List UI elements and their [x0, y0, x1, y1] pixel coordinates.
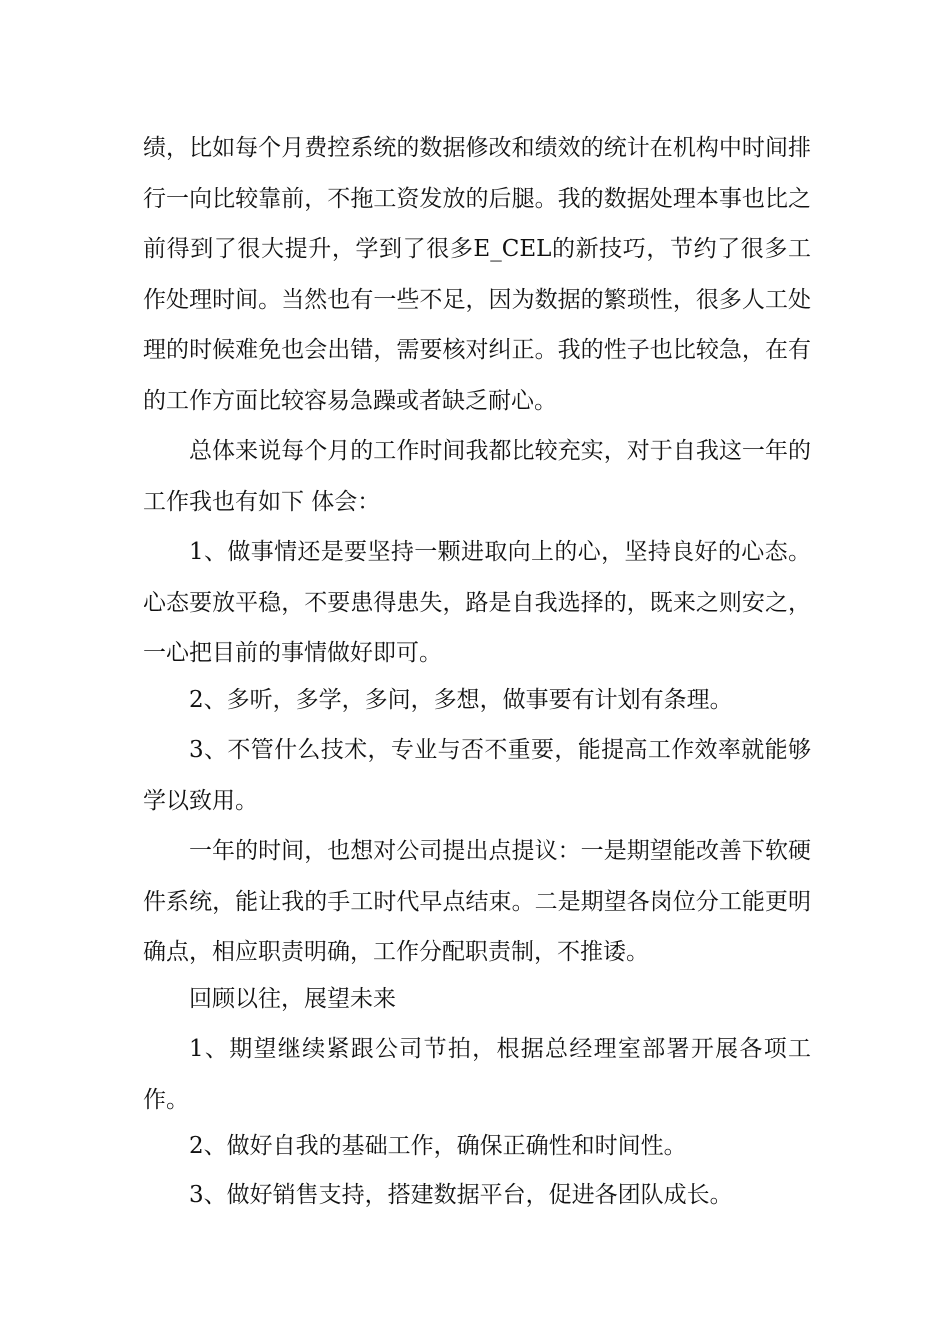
paragraph-point-3: 3、不管什么技术，专业与否不重要，能提高工作效率就能够学以致用。	[143, 737, 811, 814]
paragraph-suggestion: 一年的时间，也想对公司提出点提议：一是期望能改善下软硬件系统，能让我的手工时代早点结束。二是期望各岗位分工能更明确点，相应职责明确，工作分配职责制，不推诿。	[143, 838, 811, 965]
paragraph-continuation: 绩，比如每个月费控系统的数据修改和绩效的统计在机构中时间排行一向比较靠前，不拖工资发放的后腿。我的数据处理本事也比之前得到了很大提升，学到了很多E_CEL的新技巧，节约了很多工作处理时间。当然也有一些不足，因为数据的繁琐性，很多人工处理的时候难免也会出错，需要核对纠正。我的性子也比较急，在有的工作方面比较容易急躁或者缺乏耐心。	[143, 135, 811, 414]
paragraph-outlook-heading: 回顾以往，展望未来	[189, 986, 396, 1012]
paragraph-outlook-3: 3、做好销售支持，搭建数据平台，促进各团队成长。	[189, 1182, 733, 1208]
paragraph-point-2: 2、多听，多学，多问，多想，做事要有计划有条理。	[189, 687, 733, 713]
paragraph-summary: 总体来说每个月的工作时间我都比较充实，对于自我这一年的工作我也有如下 体会：	[143, 438, 811, 515]
paragraph-outlook-1: 1、期望继续紧跟公司节拍，根据总经理室部署开展各项工作。	[143, 1036, 811, 1113]
paragraph-outlook-2: 2、做好自我的基础工作，确保正确性和时间性。	[189, 1133, 687, 1159]
paragraph-point-1: 1、做事情还是要坚持一颗进取向上的心，坚持良好的心态。心态要放平稳，不要患得患失，路是自我选择的，既来之则安之，一心把目前的事情做好即可。	[143, 539, 811, 666]
